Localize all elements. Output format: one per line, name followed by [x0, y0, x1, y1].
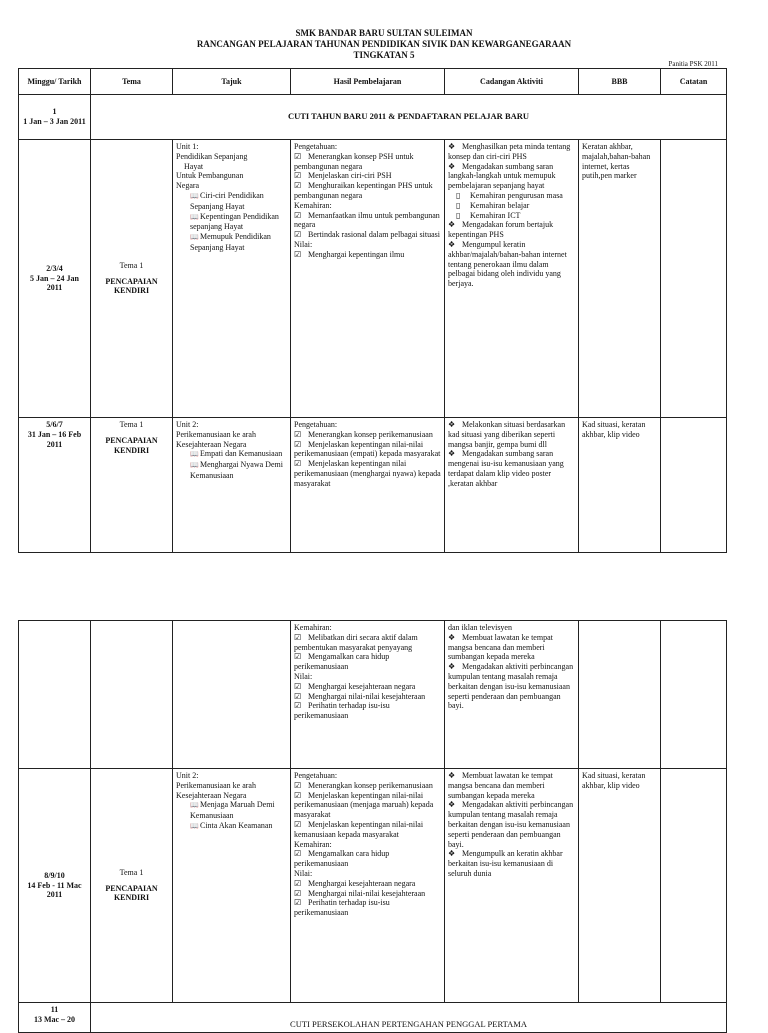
tema-cell — [91, 140, 173, 418]
week-date: 5 Jan – 24 Jan 2011 — [30, 273, 79, 293]
checkbox-icon: ☑ — [294, 898, 302, 908]
list-item: ❖ Membuat lawatan ke tempat mangsa bencana dan memberi sumbangan kepada mereka — [448, 771, 553, 800]
week-number: 5/6/7 — [46, 420, 63, 429]
diamond-bullet-icon: ❖ — [448, 800, 456, 810]
bbb-cell — [579, 621, 661, 769]
book-icon: 📖 — [190, 450, 199, 459]
tajuk-line: Untuk Pembangunan — [176, 171, 244, 181]
book-icon: 📖 — [190, 191, 199, 200]
week-cell — [19, 140, 91, 418]
tajuk-cell — [173, 140, 291, 418]
week-number: 8/9/10 — [44, 870, 65, 880]
checkbox-icon: ☑ — [294, 780, 302, 790]
diamond-bullet-icon: ❖ — [448, 662, 456, 672]
holiday-cell: CUTI PERSEKOLAHAN PERTENGAHAN PENGGAL PERTAMA — [91, 1003, 727, 1033]
diamond-bullet-icon: ❖ — [448, 849, 456, 859]
week-date: 31 Jan – 16 Feb 2011 — [27, 429, 82, 449]
week-cell — [19, 621, 91, 769]
week-number: 1 — [52, 107, 57, 117]
checkbox-icon: ☑ — [294, 632, 302, 642]
week-date: 1 Jan – 3 Jan 2011 — [23, 117, 86, 126]
book-icon: 📖 — [190, 801, 199, 810]
list-item: ☑ Melibatkan diri secara aktif dalam pembentukan masyarakat penyayang — [294, 632, 418, 652]
aktiviti-cell — [445, 418, 579, 553]
school-name: SMK BANDAR BARU SULTAN SULEIMAN — [295, 28, 473, 38]
section-heading: Pengetahuan: — [294, 771, 338, 780]
document-title: RANCANGAN PELAJARAN TAHUNAN PENDIDIKAN SIVIK DAN KEWARGANEGARAAN — [196, 39, 572, 49]
tema-label: Tema 1 — [119, 260, 144, 270]
square-bullet-icon: ▯ — [456, 190, 461, 200]
tajuk-cell — [173, 621, 291, 769]
list-item: 📖Cinta Akan Keamanan — [190, 820, 273, 830]
hasil-cell — [291, 621, 445, 769]
checkbox-icon: ☑ — [294, 151, 302, 161]
hasil-cell — [291, 418, 445, 553]
col-header-tajuk: Tajuk — [173, 69, 291, 95]
bbb-cell: Kad situasi, keratan akhbar, klip video — [579, 769, 661, 1003]
list-item: ☑ Menghargai kesejahteraan negara — [294, 681, 416, 691]
grade-label: TINGKATAN 5 — [353, 50, 415, 60]
list-item: ❖ Mengumpulk an keratin akhbar berkaitan isu-isu kemanusiaan di seluruh dunia — [448, 849, 563, 878]
section-heading: Kemahiran: — [294, 200, 332, 210]
checkbox-icon: ☑ — [294, 819, 302, 829]
tema-cell — [91, 621, 173, 769]
plan-table-page-2 — [18, 620, 727, 1033]
list-item: ❖ Mengadakan aktiviti perbincangan kumpulan tentang masalah remaja berkaitan dengan isu-isu kemanusiaan seperti penderaan dan pembuangan bayi. — [448, 662, 574, 711]
plan-table-page-1 — [18, 68, 727, 553]
list-item: ☑ Menghuraikan kepentingan PHS untuk pembangunan negara — [294, 181, 433, 200]
aktiviti-cell — [445, 140, 579, 418]
section-heading: Nilai: — [294, 671, 313, 681]
list-item: ☑ Menerangkan konsep perikemanusiaan — [294, 780, 433, 790]
tema-cell — [91, 418, 173, 553]
tajuk-line: Unit 2: — [176, 420, 199, 429]
week-cell — [19, 95, 91, 140]
list-item: ☑ Menjelaskan kepentingan nilai-nilai perikemanusiaan (empati) kepada masyarakat — [294, 439, 441, 459]
list-item: ☑ Menghargai nilai-nilai kesejahteraan — [294, 888, 426, 898]
catatan-cell — [661, 621, 727, 769]
list-item: 📖Ciri-ciri Pendidikan Sepanjang Hayat — [190, 190, 264, 211]
list-item: ☑ Bertindak rasional dalam pelbagai situasi — [294, 230, 440, 240]
square-bullet-icon: ▯ — [456, 210, 461, 220]
col-header-hasil: Hasil Pembelajaran — [291, 69, 445, 95]
tajuk-line: Unit 1: — [176, 142, 199, 151]
list-item: ☑ Mengamalkan cara hidup perikemanusiaan — [294, 652, 390, 672]
list-item: ☑ Menjelaskan ciri-ciri PSH — [294, 171, 392, 181]
week-cell — [19, 769, 91, 1003]
list-item: 📖Menjaga Maruah Demi Kemanusiaan — [190, 800, 275, 821]
diamond-bullet-icon: ❖ — [448, 420, 456, 429]
col-header-tema: Tema — [91, 69, 173, 95]
tajuk-line: Kesejahteraan Negara — [176, 439, 247, 449]
continued-text: dan iklan televisyen — [448, 623, 512, 632]
table-row — [19, 621, 727, 769]
list-item: ☑ Menghargai kepentingan ilmu — [294, 249, 405, 259]
checkbox-icon: ☑ — [294, 681, 302, 691]
list-item: 📖Memupuk Pendidikan Sepanjang Hayat — [190, 232, 271, 252]
col-header-catatan: Catatan — [661, 69, 727, 95]
checkbox-icon: ☑ — [294, 652, 302, 662]
table-row — [19, 418, 727, 553]
list-item: ▯ Kemahiran ICT — [456, 210, 521, 220]
checkbox-icon: ☑ — [294, 230, 302, 240]
list-item: ☑ Perihatin terhadap isu-isu perikemanusiaan — [294, 898, 390, 918]
list-item: ☑ Menjelaskan kepentingan nilai-nilai perikemanusiaan (menjaga maruah) kepada masyarakat — [294, 790, 434, 820]
aktiviti-cell — [445, 621, 579, 769]
checkbox-icon: ☑ — [294, 249, 302, 259]
checkbox-icon: ☑ — [294, 888, 302, 898]
list-item: ❖ Mengadakan forum bertajuk kepentingan PHS — [448, 220, 554, 240]
diamond-bullet-icon: ❖ — [448, 239, 456, 249]
tema-title: PENCAPAIAN KENDIRI — [105, 435, 158, 455]
week-number: 11 — [50, 1005, 59, 1014]
catatan-cell — [661, 769, 727, 1003]
section-heading: Kemahiran: — [294, 839, 332, 849]
list-item: ☑ Memanfaatkan ilmu untuk pembangunan negara — [294, 210, 440, 230]
catatan-cell — [661, 418, 727, 553]
list-item: ▯ Kemahiran belajar — [456, 200, 530, 210]
tema-title: PENCAPAIAN KENDIRI — [105, 883, 158, 903]
list-item: ❖ Mengadakan aktiviti perbincangan kumpulan tentang masalah remaja berkaitan dengan isu-isu kemanusiaan seperti penderaan dan pembuangan bayi. — [448, 800, 574, 849]
checkbox-icon: ☑ — [294, 439, 302, 449]
tema-label: Tema 1 — [119, 420, 144, 429]
list-item: ☑ Menghargai nilai-nilai kesejahteraan — [294, 691, 426, 701]
list-item: ❖ Mengumpul keratin akhbar/majalah/bahan-bahan internet tentang penerokaan ilmu dalam pelbagai bidang oleh individu yang berjaya. — [448, 239, 567, 289]
list-item: ▯ Kemahiran pengurusan masa — [456, 190, 563, 200]
list-item: 📖Kepentingan Pendidikan sepanjang Hayat — [190, 211, 279, 232]
book-icon: 📖 — [190, 233, 199, 242]
table-row — [19, 769, 727, 1003]
holiday-cell: CUTI TAHUN BARU 2011 & PENDAFTARAN PELAJAR BARU — [91, 95, 727, 140]
aktiviti-cell — [445, 769, 579, 1003]
book-icon: 📖 — [190, 212, 199, 221]
checkbox-icon: ☑ — [294, 790, 302, 800]
checkbox-icon: ☑ — [294, 210, 302, 220]
table-header-row — [19, 69, 727, 95]
tajuk-line: Kesejahteraan Negara — [176, 790, 247, 800]
checkbox-icon: ☑ — [294, 701, 302, 711]
week-date: 14 Feb - 11 Mac 2011 — [27, 880, 82, 900]
table-row — [19, 140, 727, 418]
diamond-bullet-icon: ❖ — [448, 449, 456, 459]
checkbox-icon: ☑ — [294, 181, 302, 191]
diamond-bullet-icon: ❖ — [448, 220, 456, 230]
checkbox-icon: ☑ — [294, 849, 302, 859]
section-heading: Nilai: — [294, 868, 313, 878]
tajuk-line: Perikemanusiaan ke arah — [176, 429, 256, 439]
square-bullet-icon: ▯ — [456, 200, 461, 210]
checkbox-icon: ☑ — [294, 429, 302, 439]
week-date: 13 Mac – 20 — [33, 1014, 76, 1024]
tajuk-cell — [173, 418, 291, 553]
book-icon: 📖 — [190, 821, 199, 830]
tajuk-cell — [173, 769, 291, 1003]
tajuk-line: Unit 2: — [176, 771, 199, 780]
list-item: ❖ Menghasilkan peta minda tentang konsep dan ciri-ciri PHS — [448, 142, 571, 161]
col-header-aktiviti: Cadangan Aktiviti — [445, 69, 579, 95]
diamond-bullet-icon: ❖ — [448, 771, 456, 780]
list-item: ❖ Membuat lawatan ke tempat mangsa bencana dan memberi sumbangan kepada mereka — [448, 632, 553, 662]
section-heading: Nilai: — [294, 239, 313, 249]
tajuk-line: Negara — [176, 181, 200, 191]
tajuk-line: Hayat — [184, 161, 204, 171]
list-item: ❖ Melakonkan situasi berdasarkan kad situasi yang diberikan seperti mangsa banjir, gempa bumi dll — [448, 420, 566, 449]
tajuk-line: Pendidikan Sepanjang — [176, 151, 248, 161]
tema-label: Tema 1 — [119, 867, 144, 877]
section-heading: Pengetahuan: — [294, 420, 338, 429]
book-icon: 📖 — [190, 461, 199, 470]
diamond-bullet-icon: ❖ — [448, 632, 456, 642]
table-row — [19, 95, 727, 140]
col-header-week: Minggu/ Tarikh — [19, 69, 91, 95]
catatan-cell — [661, 140, 727, 418]
week-cell — [19, 1003, 91, 1033]
list-item: ☑ Menerangkan konsep PSH untuk pembangunan negara — [294, 151, 414, 171]
checkbox-icon: ☑ — [294, 459, 302, 469]
list-item: ☑ Mengamalkan cara hidup perikemanusiaan — [294, 849, 390, 869]
tema-cell — [91, 769, 173, 1003]
list-item: ☑ Menjelaskan kepentingan nilai perikemanusiaan (menghargai nyawa) kepada masyarakat — [294, 459, 441, 488]
hasil-cell — [291, 140, 445, 418]
tajuk-line: Perikemanusiaan ke arah — [176, 780, 256, 790]
list-item: 📖Empati dan Kemanusiaan — [190, 449, 283, 459]
bbb-cell: Kad situasi, keratan akhbar, klip video — [579, 418, 661, 553]
diamond-bullet-icon: ❖ — [448, 142, 456, 151]
bbb-cell: Keratan akhbar, majalah,bahan-bahan internet, kertas putih,pen marker — [579, 140, 661, 418]
list-item: ❖ Mengadakan sumbang saran langkah-langkah untuk memupuk pembelajaran sepanjang hayat — [448, 161, 556, 191]
week-number: 2/3/4 — [46, 263, 63, 273]
list-item: ☑ Menjelaskan kepentingan nilai-nilai kemanusiaan kepada masyarakat — [294, 819, 424, 839]
checkbox-icon: ☑ — [294, 691, 302, 701]
list-item: ☑ Menerangkan konsep perikemanusiaan — [294, 429, 433, 439]
list-item: ☑ Menghargai kesejahteraan negara — [294, 878, 416, 888]
list-item: ❖ Mengadakan sumbang saran mengenai isu-isu kemanusiaan yang terdapat dalam klip video poster ,keratan akhbar — [448, 449, 564, 488]
section-heading: Pengetahuan: — [294, 142, 338, 151]
table-row — [19, 1003, 727, 1033]
panitia-label: Panitia PSK 2011 — [668, 60, 718, 68]
section-heading: Kemahiran: — [294, 623, 332, 632]
week-cell — [19, 418, 91, 553]
col-header-bbb: BBB — [579, 69, 661, 95]
list-item: ☑ Perihatin terhadap isu-isu perikemanusiaan — [294, 701, 390, 721]
checkbox-icon: ☑ — [294, 171, 302, 181]
checkbox-icon: ☑ — [294, 878, 302, 888]
list-item: 📖Menghargai Nyawa Demi Kemanusiaan — [190, 460, 283, 480]
diamond-bullet-icon: ❖ — [448, 161, 456, 171]
tema-title: PENCAPAIAN KENDIRI — [105, 276, 158, 296]
hasil-cell — [291, 769, 445, 1003]
